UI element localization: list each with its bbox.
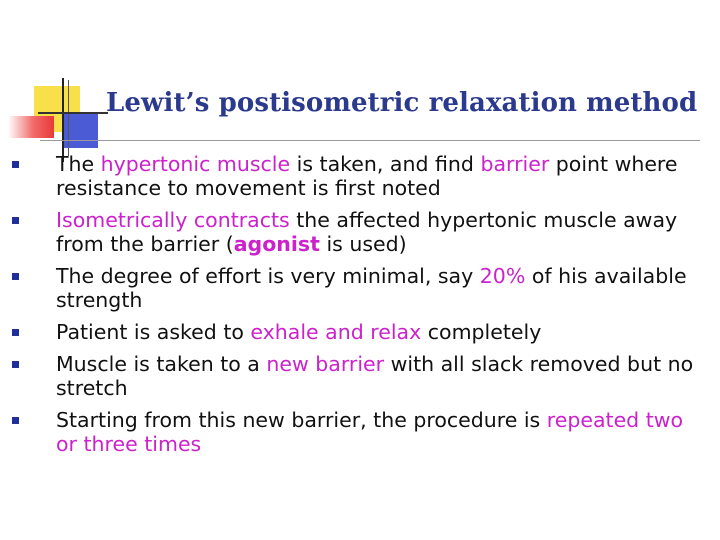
bullet-text: with all slack removed but no stretch <box>56 352 694 400</box>
bullet-text: is taken, and find <box>290 152 481 176</box>
bullet-item <box>10 152 710 200</box>
bullet-marker-icon <box>12 361 19 368</box>
bullet-text: Muscle is taken to a <box>56 352 267 376</box>
title-divider <box>40 140 700 141</box>
bullet-text: The degree of effort is very minimal, say <box>56 264 480 288</box>
bullet-text: of his available strength <box>56 264 687 312</box>
highlighted-text: hypertonic muscle <box>100 152 291 176</box>
highlighted-text: barrier <box>480 152 550 176</box>
vertical-line <box>62 78 64 162</box>
bullet-text: is used) <box>319 232 407 256</box>
bullet-item <box>10 264 710 312</box>
bullet-text: The <box>56 152 101 176</box>
bullet-list <box>10 152 710 464</box>
slide-title: Lewit’s postisometric relaxation method <box>106 88 698 118</box>
bullet-marker-icon <box>12 329 19 336</box>
bullet-text: completely <box>421 320 542 344</box>
horizontal-line <box>38 112 108 114</box>
vertical-line-thin <box>68 80 69 156</box>
bullet-item <box>10 208 710 256</box>
bullet-marker-icon <box>12 161 19 168</box>
bullet-marker-icon <box>12 417 19 424</box>
blue-square <box>64 112 98 148</box>
bullet-marker-icon <box>12 273 19 280</box>
highlighted-text: exhale and relax <box>250 320 422 344</box>
bullet-marker-icon <box>12 217 19 224</box>
red-bar <box>8 116 54 138</box>
highlighted-text: repeated two or three times <box>56 408 684 456</box>
bullet-text: Patient is asked to <box>56 320 251 344</box>
decorative-logo <box>0 0 120 170</box>
highlighted-text: Isometrically contracts <box>56 208 290 232</box>
highlighted-text: 20% <box>479 264 526 288</box>
bullet-text: Starting from this new barrier, the procedure is <box>56 408 547 432</box>
bullet-item <box>10 320 710 344</box>
bullet-item <box>10 352 710 400</box>
bullet-text: the affected hypertonic muscle away from the barrier ( <box>56 208 678 256</box>
bullet-item <box>10 408 710 456</box>
highlighted-text: new barrier <box>266 352 385 376</box>
bullet-text: point where resistance to movement is first noted <box>56 152 678 200</box>
highlighted-text: agonist <box>233 232 320 256</box>
